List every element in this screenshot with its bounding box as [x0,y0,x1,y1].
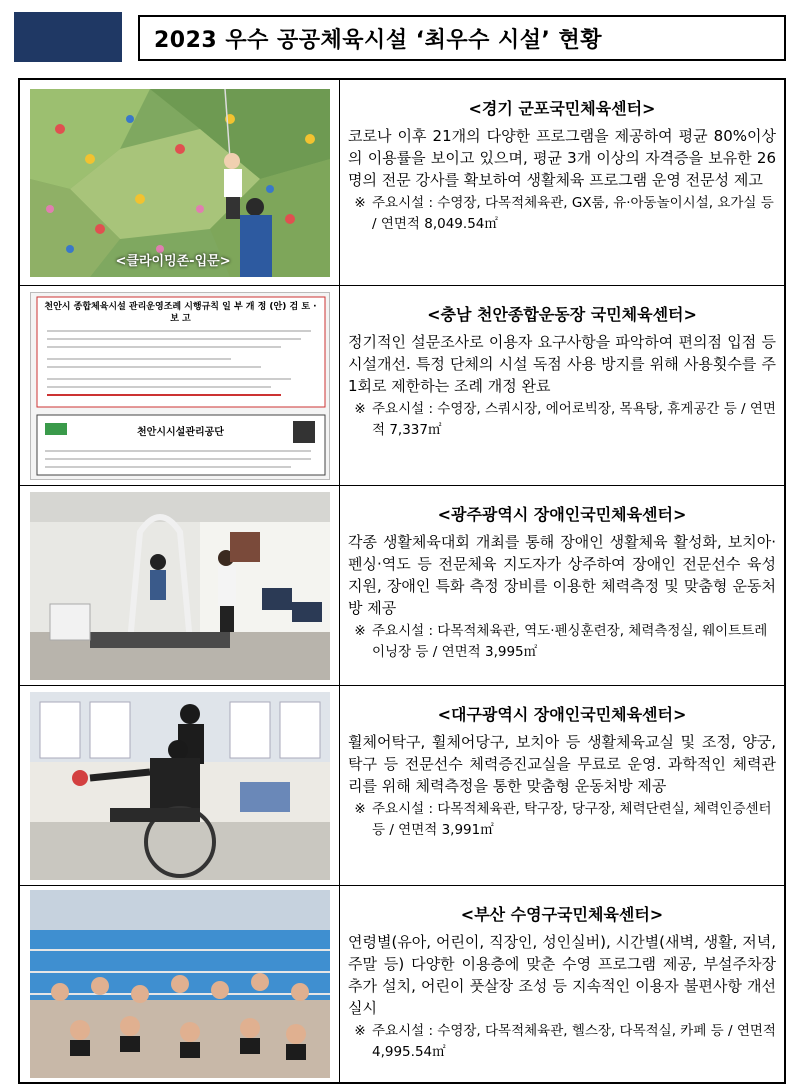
page-header [14,12,786,62]
facility-note [348,399,776,441]
facility-info-cell [340,286,784,485]
facility-info-cell [340,486,784,685]
facility-photo-cell [20,80,340,285]
note-text: 주요시설 : 다목적체육관, 탁구장, 당구장, 체력단련실, 체력인증센터 등 / 연면적 3,991㎡ [372,801,772,838]
facility-description: 정기적인 설문조사로 이용자 요구사항을 파악하여 편의점 입점 등 시설개선. 특정 단체의 시설 독점 사용 방지를 위해 사용횟수를 주 1회로 제한하는 조례 개정 완료 [348,333,776,395]
ordinance-document-image [30,292,330,480]
note-mark: ※ [354,623,366,639]
facility-name: <충남 천안종합운동장 국민체육센터> [427,305,697,324]
facility-row-gwangju [20,486,784,686]
facility-photo-cell [20,486,340,685]
facility-note [348,193,776,235]
facility-note [348,621,776,663]
note-text: 주요시설 : 다목적체육관, 역도‧펜싱훈련장, 체력측정실, 웨이트트레이닝장 등 / 연면적 3,995㎡ [372,623,768,660]
note-mark: ※ [354,1023,366,1039]
facility-description: 휠체어탁구, 휠체어당구, 보치아 등 생활체육교실 및 조정, 양궁, 탁구 등 전문선수 체력증진교실을 무료로 운영. 과학적인 체력관리를 위해 체력측정을 통한 맞춤형 운동처방 제공 [348,733,776,795]
facility-description: 코로나 이후 21개의 다양한 프로그램을 제공하여 평균 80%이상의 이용률을 보이고 있으며, 평균 3개 이상의 자격증을 보유한 26명의 전문 강사를 확보하여 생활체육 프로그램 운영 전문성 제고 [348,127,776,189]
note-text: 주요시설 : 수영장, 스쿼시장, 에어로빅장, 목욕탕, 휴게공간 등 / 연면적 7,337㎡ [372,401,776,438]
facility-photo-cell [20,686,340,885]
facility-description: 연령별(유아, 어린이, 직장인, 성인실버), 시간별(새벽, 생활, 저녁, 주말 등) 다양한 이용층에 맞춘 수영 프로그램 제공, 부설주차장 추가 설치, 어린이 풋살장 조성 등 지속적인 이용자 불편사항 개선 실시 [348,933,776,1017]
note-text: 주요시설 : 수영장, 다목적체육관, 헬스장, 다목적실, 카페 등 / 연면적 4,995.54㎡ [372,1023,776,1060]
note-mark: ※ [354,195,366,211]
climbing-wall-photo [30,89,330,277]
facility-row-cheonan [20,286,784,486]
facility-photo-cell [20,286,340,485]
facilities-table [18,78,786,1084]
facility-row-suyeong [20,886,784,1082]
facility-row-gunpo [20,80,784,286]
document-org: 천안시시설관리공단 [137,426,224,438]
facility-row-daegu [20,686,784,886]
facility-name: <광주광역시 장애인국민체육센터> [437,505,687,524]
facility-description: 각종 생활체육대회 개최를 통해 장애인 생활체육 활성화, 보치아‧펜싱‧역도 등 전문체육 지도자가 상주하여 장애인 전문선수 육성 지원, 장애인 특화 측정 장비를 이용한 체력측정 및 맞춤형 운동처방 제공 [348,533,776,617]
note-text: 주요시설 : 수영장, 다목적체육관, GX룸, 유‧아동놀이시설, 요가실 등 / 연면적 8,049.54㎡ [372,195,774,232]
document-title: 천안시 종합체육시설 관리운영조례 시행규칙 일 부 개 정 (안) 검 토 · 보 고 [44,301,317,324]
fitness-measurement-room-photo [30,492,330,680]
facility-info-cell [340,886,784,1082]
swimming-pool-photo [30,890,330,1078]
page-title: 2023 우수 공공체육시설 ‘최우수 시설’ 현황 [154,27,603,53]
header-accent-block [14,12,122,62]
facility-note [348,1021,776,1063]
facility-name: <경기 군포국민체육센터> [468,99,656,118]
facility-name: <부산 수영구국민체육센터> [460,905,664,924]
photo-caption: <클라이밍존-입문> [115,253,231,269]
facility-photo-cell [20,886,340,1082]
wheelchair-training-photo [30,692,330,880]
facility-info-cell [340,686,784,885]
note-mark: ※ [354,401,366,417]
facility-info-cell [340,80,784,285]
note-mark: ※ [354,801,366,817]
header-title-box [138,15,786,61]
facility-name: <대구광역시 장애인국민체육센터> [437,705,687,724]
facility-note [348,799,776,841]
